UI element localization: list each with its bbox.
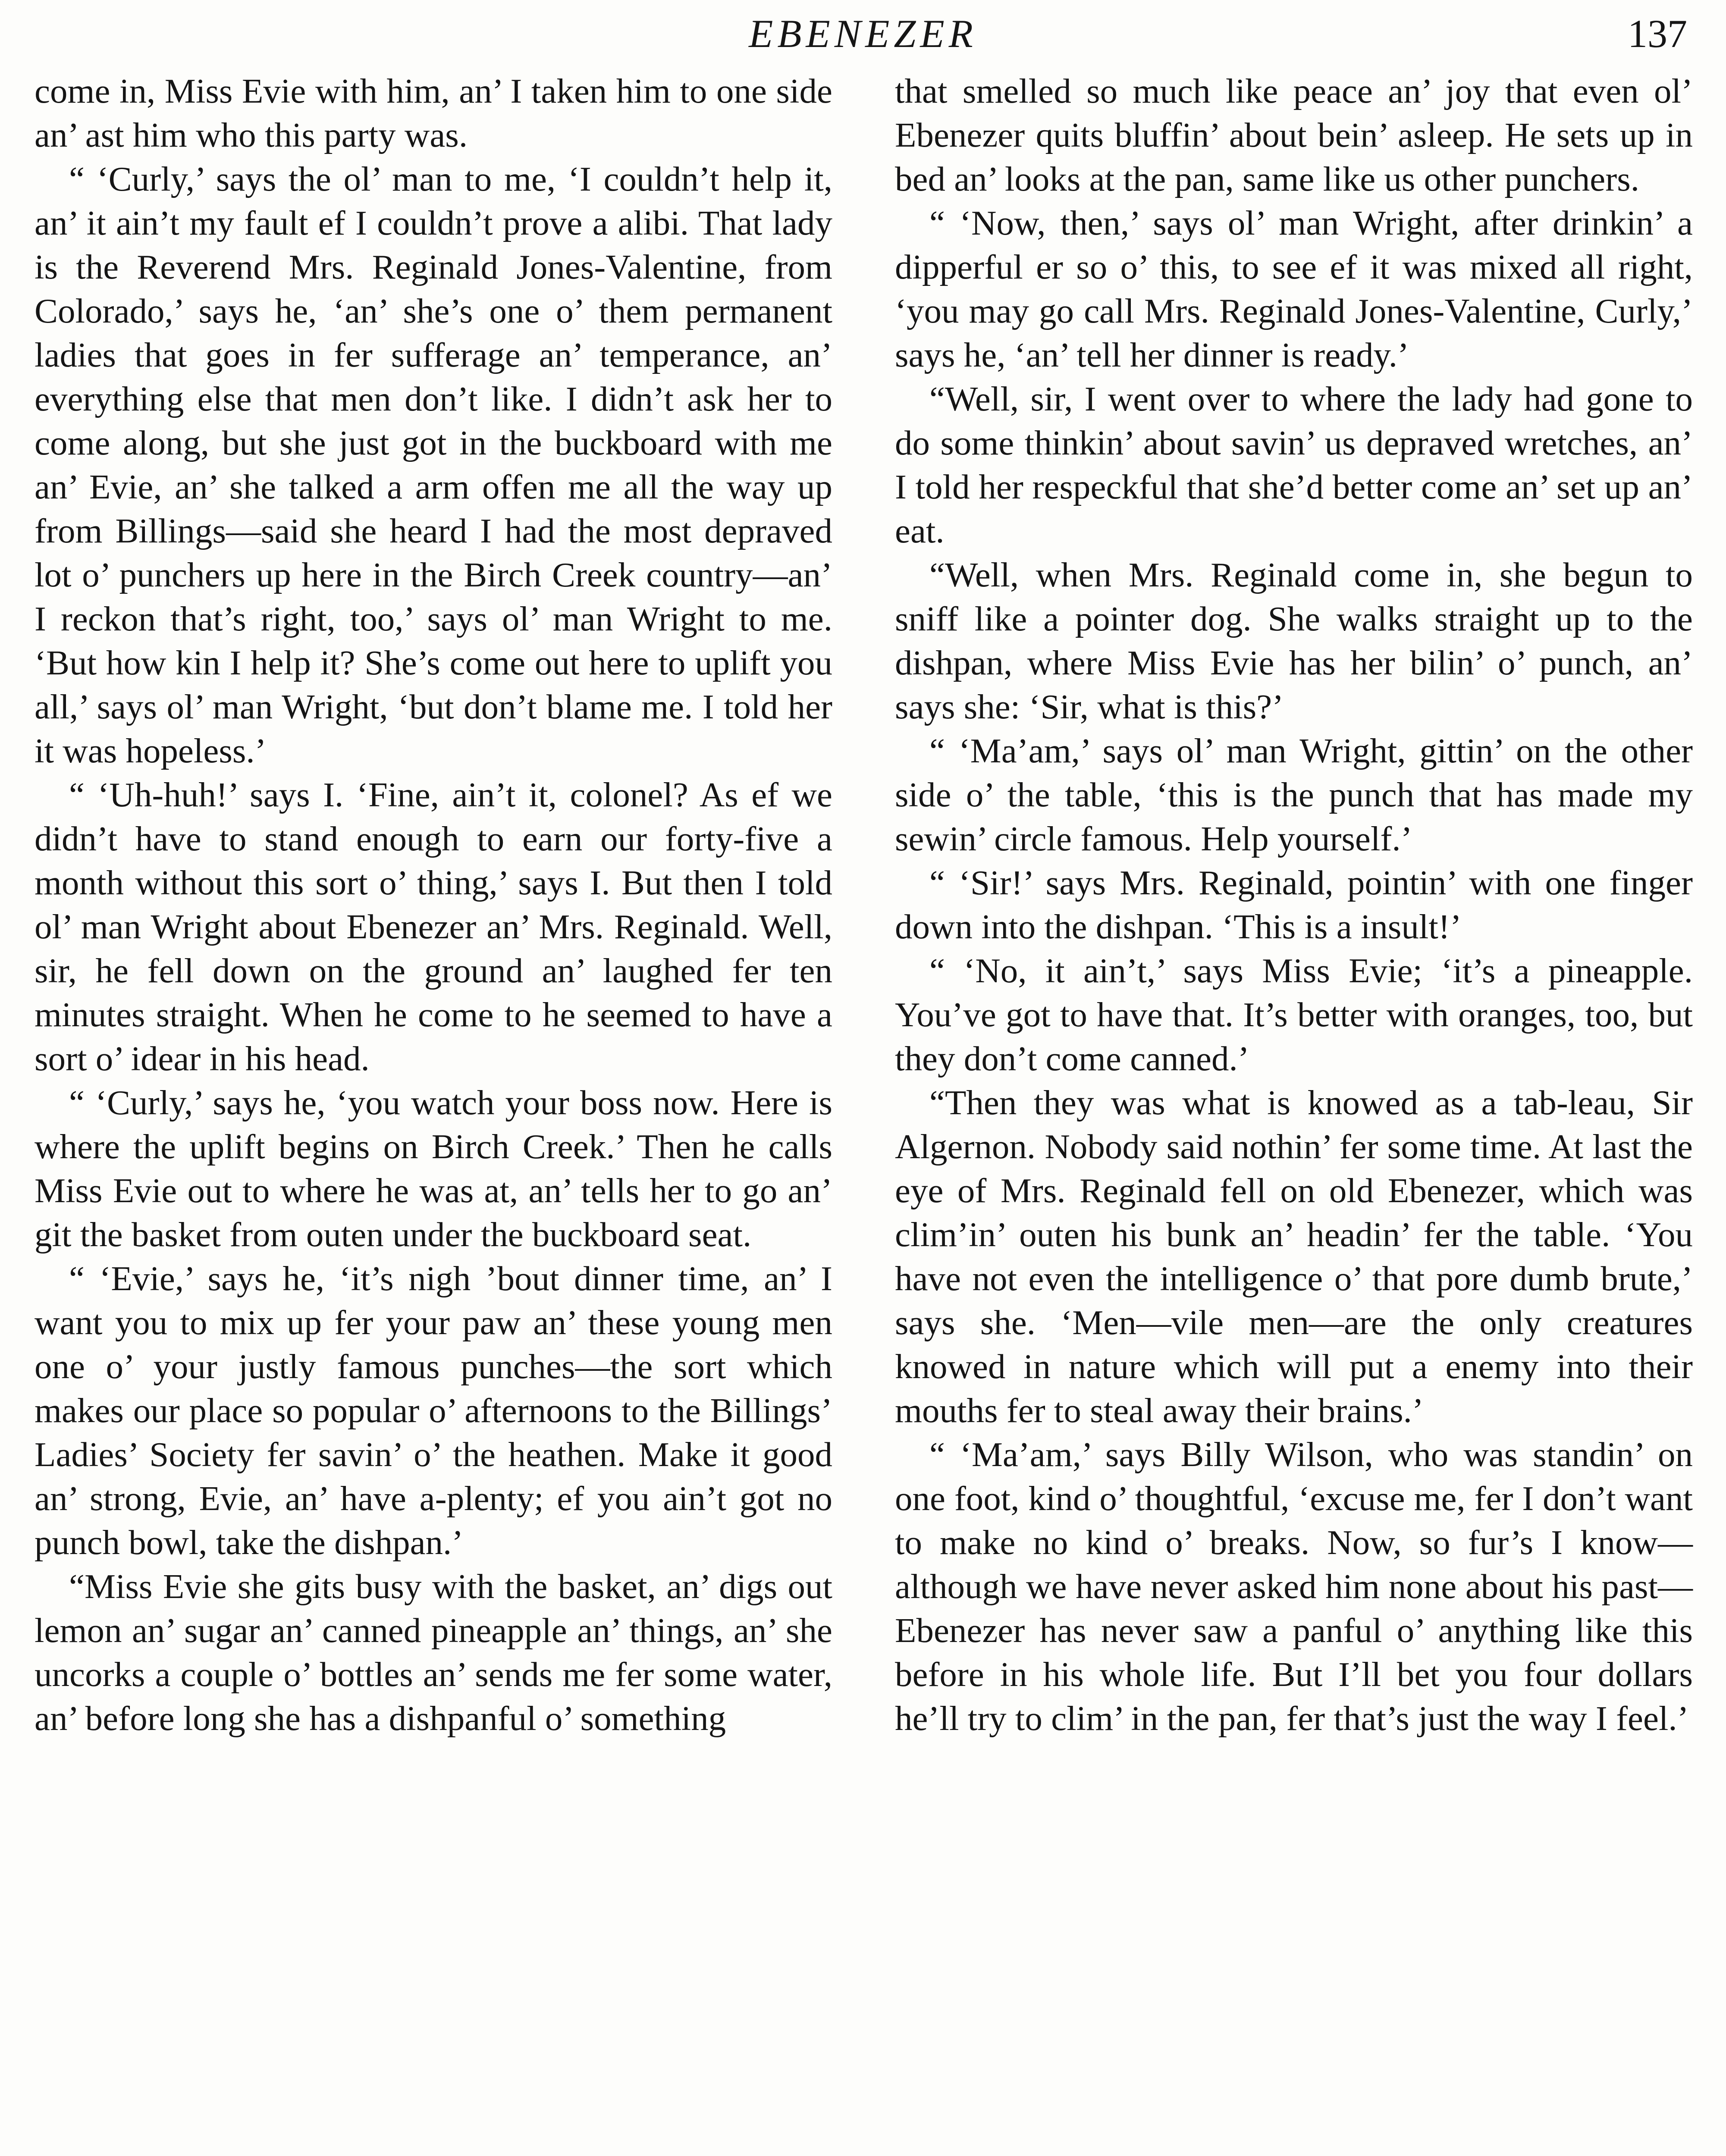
left-column (35, 69, 832, 1740)
paragraph: “ ‘Ma’am,’ says ol’ man Wright, gittin’ on the other side o’ the table, ‘this is the punch that has made my sewin’ circle famous. Help yourself.’ (895, 731, 1693, 858)
paragraph: “Well, sir, I went over to where the lady had gone to do some thinkin’ about savin’ us depraved wretches, an’ I told her respeckful that she’d better come an’ set up an’ eat. (895, 379, 1693, 550)
paragraph: “ ‘Curly,’ says the ol’ man to me, ‘I couldn’t help it, an’ it ain’t my fault ef I couldn’t prove a alibi. That lady is the Reverend Mrs. Reginald Jones-Valentine, from Colorado,’ says he, ‘an’ she’s one o’ them permanent ladies that goes in fer sufferage an’ temperance, an’ everything else that men don’t like. I didn’t ask her to come along, but she just got in the buckboard with me an’ Evie, an’ she talked a arm offen me all the way up from Billings—said she heard I had the most depraved lot o’ punchers up here in the Birch Creek country—an’ I reckon that’s right, too,’ says ol’ man Wright to me. ‘But how kin I help it? She’s come out here to uplift you all,’ says ol’ man Wright, ‘but don’t blame me. I told her it was hopeless.’ (35, 160, 832, 770)
page-number: 137 (1628, 12, 1687, 56)
paragraph: “ ‘Ma’am,’ says Billy Wilson, who was standin’ on one foot, kind o’ thoughtful, ‘excuse me, fer I don’t want to make no kind o’ breaks. Now, so fur’s I know—although we have never asked him none about his past—Ebenezer has never saw a panful o’ anything like this before in his whole life. But I’ll bet you four dollars he’ll try to clim’ in the pan, fer that’s just the way I feel.’ (895, 1435, 1693, 1738)
running-head (0, 3, 1726, 64)
paragraph: “ ‘Now, then,’ says ol’ man Wright, after drinkin’ a dipperful er so o’ this, to see ef it was mixed all right, ‘you may go call Mrs. Reginald Jones-Valentine, Curly,’ says he, ‘an’ tell her dinner is ready.’ (895, 204, 1693, 374)
right-column (895, 69, 1693, 1740)
paragraph: “ ‘Uh-huh!’ says I. ‘Fine, ain’t it, colonel? As ef we didn’t have to stand enough to earn our forty-five a month without this sort o’ thing,’ says I. But then I told ol’ man Wright about Ebenezer an’ Mrs. Reginald. Well, sir, he fell down on the ground an’ laughed fer ten minutes straight. When he come to he seemed to have a sort o’ idear in his head. (35, 775, 832, 1078)
paragraph: “Then they was what is knowed as a tab-leau, Sir Algernon. Nobody said nothin’ fer some time. At last the eye of Mrs. Reginald fell on old Ebenezer, which was clim’in’ outen his bunk an’ headin’ fer the table. ‘You have not even the intelligence o’ that pore dumb brute,’ says she. ‘Men—vile men—are the only creatures knowed in nature which will put a enemy into their mouths fer to steal away their brains.’ (895, 1083, 1693, 1430)
paragraph: “ ‘Evie,’ says he, ‘it’s nigh ’bout dinner time, an’ I want you to mix up fer your paw an’ these young men one o’ your justly famous punches—the sort which makes our place so popular o’ afternoons to the Billings’ Ladies’ Society fer savin’ o’ the heathen. Make it good an’ strong, Evie, an’ have a-plenty; ef you ain’t got no punch bowl, take the dishpan.’ (35, 1259, 832, 1562)
running-title: EBENEZER (749, 12, 977, 56)
paragraph: come in, Miss Evie with him, an’ I taken him to one side an’ ast him who this party was. (35, 72, 832, 154)
paragraph: “Miss Evie she gits busy with the basket, an’ digs out lemon an’ sugar an’ canned pineapple an’ things, an’ she uncorks a couple o’ bottles an’ sends me fer some water, an’ before long she has a dishpanful o’ something (35, 1567, 832, 1738)
paragraph: that smelled so much like peace an’ joy that even ol’ Ebenezer quits bluffin’ about bein’ asleep. He sets up in bed an’ looks at the pan, same like us other punchers. (895, 72, 1693, 198)
paragraph: “ ‘No, it ain’t,’ says Miss Evie; ‘it’s a pineapple. You’ve got to have that. It’s better with oranges, too, but they don’t come canned.’ (895, 951, 1693, 1078)
paragraph: “ ‘Curly,’ says he, ‘you watch your boss now. Here is where the uplift begins on Birch Creek.’ Then he calls Miss Evie out to where he was at, an’ tells her to go an’ git the basket from outen under the buckboard seat. (35, 1083, 832, 1254)
paragraph: “ ‘Sir!’ says Mrs. Reginald, pointin’ with one finger down into the dishpan. ‘This is a insult!’ (895, 863, 1693, 946)
paragraph: “Well, when Mrs. Reginald come in, she begun to sniff like a pointer dog. She walks straight up to the dishpan, where Miss Evie has her bilin’ o’ punch, an’ says she: ‘Sir, what is this?’ (895, 555, 1693, 726)
